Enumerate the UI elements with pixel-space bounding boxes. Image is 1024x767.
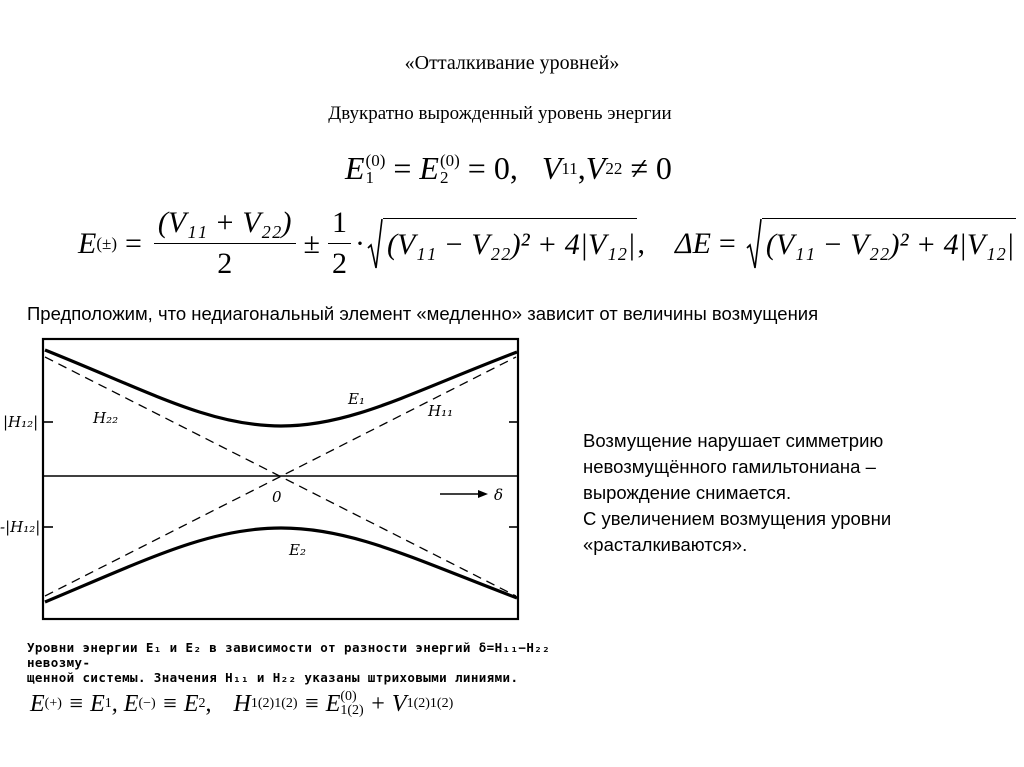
formula-symbol: H — [233, 690, 251, 717]
formula-symbol: E — [345, 150, 365, 186]
formula-degenerate-levels — [345, 150, 672, 187]
side-text-line: «расталкиваются». — [583, 534, 748, 555]
formula-subscript: 22 — [605, 158, 623, 178]
formula-radicand: (V₁₁ − V₂₂)² + 4|V₁₂| — [383, 218, 638, 270]
label-h12-negative: -|H₁₂| — [0, 518, 41, 536]
formula-symbol: E — [78, 226, 97, 260]
radical-sign-icon — [746, 218, 762, 270]
formula-numerator: 1 — [328, 203, 351, 244]
formula-text: ≠ 0 — [622, 150, 672, 186]
side-text-line: невозмущённого гамильтониана – — [583, 456, 876, 477]
formula-radicand: (V₁₁ − V₂₂)² + 4|V₁₂| — [762, 218, 1017, 270]
side-explanation — [583, 428, 943, 558]
caption-line: Уровни энергии E₁ и E₂ в зависимости от разности энергий δ=H₁₁−H₂₂ невозму- — [27, 640, 551, 670]
formula-symbol: ΔE — [674, 226, 711, 260]
formula-text: + V — [363, 690, 407, 717]
side-text-line: вырождение снимается. — [583, 482, 792, 503]
formula-denominator: 2 — [331, 247, 347, 280]
intro-paragraph: Предположим, что недиагональный элемент «медленно» зависит от величины возмущения — [27, 303, 819, 324]
formula-radical — [367, 218, 638, 270]
caption-line: щенной системы. Значения H₁₁ и H₂₂ указаны штриховыми линиями. — [27, 670, 519, 685]
formula-subscript: 1 — [104, 696, 112, 711]
formula-subscript: 2 — [439, 167, 449, 187]
formula-symbol: V — [541, 150, 562, 186]
formula-denominator: 2 — [217, 247, 233, 280]
formula-superscript: (0) — [340, 689, 357, 704]
formula-indices — [366, 152, 386, 186]
slide-subtitle: Двукратно вырожденный уровень энергии — [328, 103, 672, 124]
formula-text: = — [718, 226, 736, 260]
label-delta: δ — [494, 486, 504, 504]
formula-fraction — [154, 203, 296, 284]
label-e1: E₁ — [348, 390, 365, 408]
formula-subscript: 11 — [561, 158, 578, 178]
formula-subscript: 1(2) — [340, 703, 364, 718]
label-h12-positive: |H₁₂| — [3, 413, 39, 431]
formula-superscript: (0) — [365, 150, 386, 170]
formula-text: , — [205, 690, 212, 717]
formula-numerator: (V₁₁ + V₂₂) — [154, 203, 296, 244]
formula-superscript: (0) — [439, 150, 460, 170]
formula-text: ≡ E — [155, 690, 199, 717]
label-e2: E₂ — [289, 541, 306, 559]
side-text-line: Возмущение нарушает симметрию — [583, 430, 884, 451]
formula-text: = — [385, 150, 420, 186]
formula-subscript: 1 — [365, 167, 375, 187]
formula-split-levels — [78, 203, 1016, 284]
formula-text: ≡ E — [61, 690, 105, 717]
formula-text: · — [354, 226, 365, 260]
formula-text: ≡ E — [297, 690, 341, 717]
label-origin: 0 — [272, 488, 282, 506]
formula-symbol: V — [585, 150, 606, 186]
formula-symbol: E — [419, 150, 439, 186]
arrow-head-icon — [478, 490, 488, 498]
formula-text: = 0, — [459, 150, 518, 186]
level-repulsion-figure — [0, 330, 560, 640]
formula-indices — [440, 152, 460, 186]
label-h22: H₂₂ — [93, 409, 119, 427]
formula-fraction — [328, 203, 351, 284]
side-text-line: С увеличением возмущения уровни — [583, 508, 892, 529]
formula-text: ± — [303, 226, 320, 260]
radical-sign-icon — [367, 218, 383, 270]
formula-text: = — [124, 226, 142, 260]
formula-text: , — [577, 150, 586, 186]
label-h11: H₁₁ — [428, 402, 454, 420]
formula-superscript: (±) — [96, 233, 117, 253]
formula-subscript: 1(2)1(2) — [406, 696, 454, 711]
formula-superscript: (+) — [44, 696, 62, 711]
formula-subscript: 1(2)1(2) — [250, 696, 298, 711]
formula-symbol: E — [30, 690, 45, 717]
formula-text: , — [637, 226, 645, 260]
formula-subscript: 2 — [198, 696, 206, 711]
e2-level-curve — [45, 528, 517, 602]
formula-text: , E — [111, 690, 139, 717]
slide-title: «Отталкивание уровней» — [404, 52, 620, 74]
formula-notation — [30, 690, 453, 718]
formula-radical — [746, 218, 1017, 270]
figure-caption — [27, 640, 587, 685]
formula-indices — [340, 690, 363, 718]
formula-superscript: (−) — [138, 696, 156, 711]
